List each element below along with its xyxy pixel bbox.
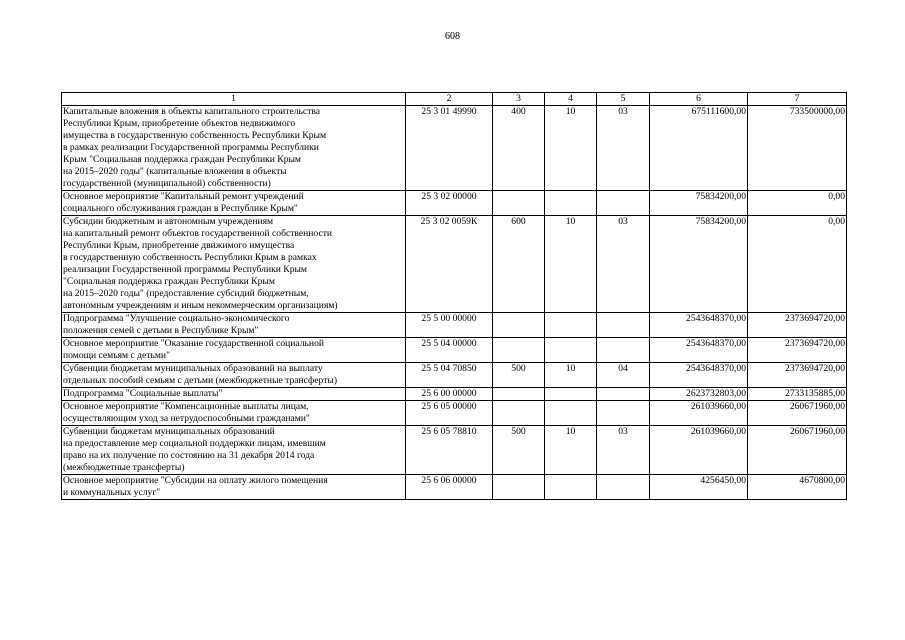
target-article-cell: 25 6 00 00000 <box>406 388 493 401</box>
expense-type-cell <box>493 475 545 500</box>
subsection-cell <box>597 401 650 426</box>
amount-year2-cell: 2373694720,00 <box>748 363 847 388</box>
table-row <box>62 401 847 426</box>
table-row <box>62 338 847 363</box>
expense-type-cell: 500 <box>493 363 545 388</box>
item-name-cell: Основное мероприятие "Компенсационные выплаты лицам, осуществляющим уход за нетрудоспособными гражданами" <box>62 401 406 426</box>
table-row <box>62 106 847 191</box>
table-body <box>62 106 847 500</box>
column-header-3: 3 <box>493 93 545 106</box>
expense-type-cell: 600 <box>493 216 545 313</box>
expense-type-cell <box>493 313 545 338</box>
expense-type-cell <box>493 191 545 216</box>
column-header-1: 1 <box>62 93 406 106</box>
item-name-cell: Основное мероприятие "Капитальный ремонт учреждений социального обслуживания граждан в Республике Крым" <box>62 191 406 216</box>
table-header <box>62 93 847 106</box>
table-row <box>62 426 847 475</box>
table-row <box>62 216 847 313</box>
subsection-cell <box>597 338 650 363</box>
table-row <box>62 388 847 401</box>
amount-year1-cell: 4256450,00 <box>650 475 748 500</box>
header-row <box>62 93 847 106</box>
section-cell <box>545 401 597 426</box>
section-cell: 10 <box>545 106 597 191</box>
item-name-cell: Субсидии бюджетным и автономным учреждениям на капитальный ремонт объектов государственной собственности Республики Крым, приобретение движимого имущества в государственную собственность Республики Крым в рамках реализации Государственной программы Республики Крым "Социальная поддержка граждан Республики Крым на 2015–2020 годы" (предоставление субсидий бюджетным, автономным учреждениям и иным некоммерческим организациям) <box>62 216 406 313</box>
subsection-cell: 03 <box>597 426 650 475</box>
target-article-cell: 25 5 04 70850 <box>406 363 493 388</box>
table-row <box>62 191 847 216</box>
item-name-cell: Подпрограмма "Улучшение социально-экономического положения семей с детьми в Республике Крым" <box>62 313 406 338</box>
section-cell <box>545 338 597 363</box>
amount-year2-cell: 0,00 <box>748 216 847 313</box>
amount-year2-cell: 260671960,00 <box>748 426 847 475</box>
amount-year1-cell: 261039660,00 <box>650 401 748 426</box>
amount-year2-cell: 733500000,00 <box>748 106 847 191</box>
amount-year1-cell: 261039660,00 <box>650 426 748 475</box>
column-header-6: 6 <box>650 93 748 106</box>
amount-year1-cell: 2543648370,00 <box>650 338 748 363</box>
subsection-cell <box>597 313 650 338</box>
item-name-cell: Подпрограмма "Социальные выплаты" <box>62 388 406 401</box>
table-row <box>62 475 847 500</box>
subsection-cell <box>597 475 650 500</box>
expense-type-cell <box>493 401 545 426</box>
column-header-4: 4 <box>545 93 597 106</box>
amount-year2-cell: 260671960,00 <box>748 401 847 426</box>
target-article-cell: 25 6 06 00000 <box>406 475 493 500</box>
amount-year2-cell: 2373694720,00 <box>748 338 847 363</box>
subsection-cell: 04 <box>597 363 650 388</box>
amount-year2-cell: 2733135885,00 <box>748 388 847 401</box>
target-article-cell: 25 3 01 49990 <box>406 106 493 191</box>
subsection-cell <box>597 388 650 401</box>
target-article-cell: 25 5 00 00000 <box>406 313 493 338</box>
section-cell: 10 <box>545 216 597 313</box>
target-article-cell: 25 3 02 0059К <box>406 216 493 313</box>
section-cell <box>545 313 597 338</box>
expense-type-cell <box>493 388 545 401</box>
table-row <box>62 313 847 338</box>
item-name-cell: Капитальные вложения в объекты капитального строительства Республики Крым, приобретение объектов недвижимого имущества в государственную собственность Республики Крым в рамках реализации Государственной программы Республики Крым "Социальная поддержка граждан Республики Крым на 2015–2020 годы" (капитальные вложения в объекты государственной (муниципальной) собственности) <box>62 106 406 191</box>
target-article-cell: 25 3 02 00000 <box>406 191 493 216</box>
target-article-cell: 25 6 05 00000 <box>406 401 493 426</box>
amount-year1-cell: 675111600,00 <box>650 106 748 191</box>
page-number: 608 <box>445 31 460 42</box>
amount-year2-cell: 4670800,00 <box>748 475 847 500</box>
expense-type-cell: 400 <box>493 106 545 191</box>
amount-year2-cell: 2373694720,00 <box>748 313 847 338</box>
column-header-7: 7 <box>748 93 847 106</box>
amount-year2-cell: 0,00 <box>748 191 847 216</box>
item-name-cell: Субвенции бюджетам муниципальных образований на выплату отдельных пособий семьям с детьми (межбюджетные трансферты) <box>62 363 406 388</box>
budget-table <box>61 92 847 500</box>
column-header-2: 2 <box>406 93 493 106</box>
amount-year1-cell: 2543648370,00 <box>650 313 748 338</box>
expense-type-cell <box>493 338 545 363</box>
table-row <box>62 363 847 388</box>
item-name-cell: Основное мероприятие "Субсидии на оплату жилого помещения и коммунальных услуг" <box>62 475 406 500</box>
target-article-cell: 25 5 04 00000 <box>406 338 493 363</box>
item-name-cell: Основное мероприятие "Оказание государственной социальной помощи семьям с детьми" <box>62 338 406 363</box>
section-cell: 10 <box>545 426 597 475</box>
target-article-cell: 25 6 05 78810 <box>406 426 493 475</box>
section-cell: 10 <box>545 363 597 388</box>
section-cell <box>545 388 597 401</box>
amount-year1-cell: 75834200,00 <box>650 191 748 216</box>
column-header-5: 5 <box>597 93 650 106</box>
section-cell <box>545 475 597 500</box>
amount-year1-cell: 2543648370,00 <box>650 363 748 388</box>
amount-year1-cell: 75834200,00 <box>650 216 748 313</box>
subsection-cell <box>597 191 650 216</box>
item-name-cell: Субвенции бюджетам муниципальных образований на предоставление мер социальной поддержки лицам, имевшим право на их получение по состоянию на 31 декабря 2014 года (межбюджетные трансферты) <box>62 426 406 475</box>
subsection-cell: 03 <box>597 216 650 313</box>
expense-type-cell: 500 <box>493 426 545 475</box>
amount-year1-cell: 2623732803,00 <box>650 388 748 401</box>
subsection-cell: 03 <box>597 106 650 191</box>
section-cell <box>545 191 597 216</box>
